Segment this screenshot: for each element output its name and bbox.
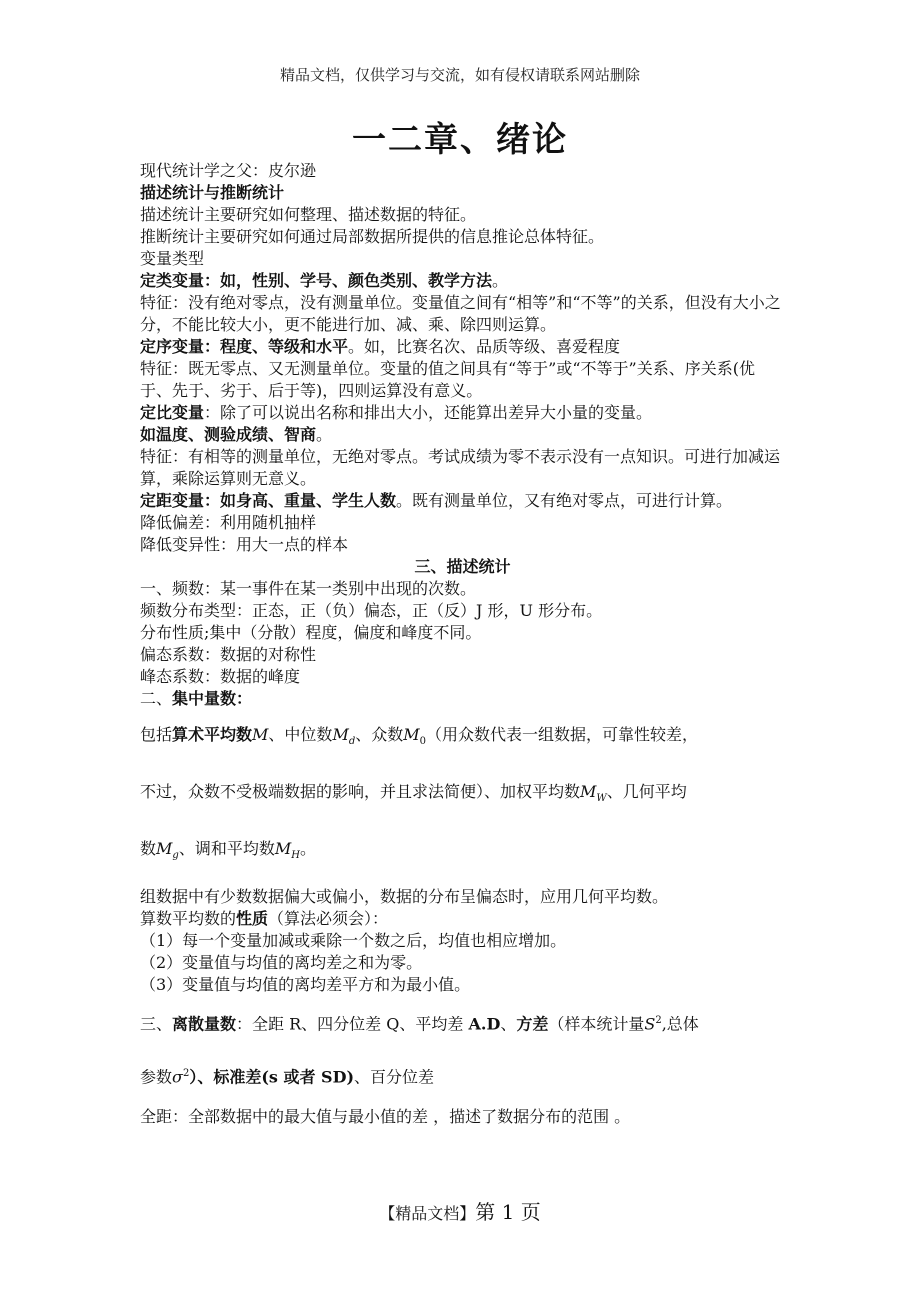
text-line: 频数分布类型：正态，正（负）偏态，正（反）J 形，U 形分布。	[140, 601, 603, 620]
text-fragment: 二、	[140, 689, 173, 708]
text-fragment: 、中位数	[268, 725, 333, 744]
text-fragment: （算法必须会）：	[268, 908, 389, 928]
math-symbol: M	[403, 725, 420, 744]
text-fragment: 。如，比赛名次、品质等级、喜爱程度	[348, 337, 621, 356]
text-paragraph: 特征：有相等的测量单位，无绝对零点。考试成绩为零不表示没有一点知识。可进行加减运算，乘除运算则无意义。	[140, 447, 781, 488]
formula-line	[140, 767, 785, 824]
math-symbol: M	[332, 725, 349, 744]
text-line: 全距：全部数据中的最大值与最小值的差 ，描述了数据分布的范围 。	[140, 1107, 631, 1127]
text-fragment: 、调和平均数	[178, 839, 275, 859]
text-line	[140, 270, 785, 292]
math-subscript: W	[596, 793, 607, 805]
bold-term: ）、标准差(s 或者 SD)	[189, 1067, 355, 1087]
bold-term: 算术平均数	[172, 725, 253, 744]
page-header: 精品文档，仅供学习与交流，如有侵权请联系网站删除	[279, 66, 640, 84]
text-fragment: 三、	[140, 1013, 173, 1033]
text-line	[140, 908, 785, 930]
text-line	[140, 402, 785, 424]
text-line: 峰态系数：数据的峰度	[140, 667, 301, 686]
formula-line	[140, 1049, 785, 1102]
text-fragment: 、众数	[355, 725, 404, 744]
bold-term: 离散量数	[172, 1013, 237, 1033]
text-fragment: 。	[316, 425, 333, 444]
text-line: 现代统计学之父：皮尔逊	[140, 161, 317, 180]
formula-line	[140, 824, 785, 881]
text-fragment: （样本统计量	[548, 1013, 645, 1033]
text-line	[140, 688, 785, 710]
text-fragment: 、	[500, 1013, 517, 1033]
math-symbol: M	[274, 839, 292, 859]
math-superscript: 2	[182, 1067, 190, 1079]
text-fragment: ,总体	[661, 1013, 699, 1033]
math-symbol: σ	[172, 1067, 183, 1087]
math-subscript: 0	[419, 736, 427, 748]
text-fragment: 。	[299, 839, 316, 859]
text-fragment: 数	[140, 839, 157, 859]
bold-term: 定距变量：如身高、重量、学生人数	[140, 491, 397, 510]
heading-line: 描述统计与推断统计	[140, 183, 285, 202]
text-line: 偏态系数：数据的对称性	[140, 645, 317, 664]
text-paragraph: 特征：没有绝对零点，没有测量单位。变量值之间有“相等”和“不等”的关系，但没有大小之分，不能比较大小，更不能进行加、减、乘、除四则运算。	[140, 293, 781, 334]
text-fragment: 包括	[140, 725, 173, 744]
text-fragment: 参数	[140, 1067, 173, 1087]
text-line: 降低变异性：用大一点的样本	[140, 535, 349, 554]
math-symbol: M	[580, 782, 597, 802]
math-symbol: M	[252, 725, 269, 744]
page-title: 一二章、绪论	[352, 120, 568, 160]
bold-term: 定序变量：程度、等级和水平	[140, 337, 349, 356]
text-fragment: 。	[492, 271, 509, 290]
text-line	[140, 424, 785, 446]
text-line: 分布性质;集中（分散）程度，偏度和峰度不同。	[140, 623, 482, 642]
text-fragment: 算数平均数的	[140, 908, 237, 928]
text-line: 描述统计主要研究如何整理、描述数据的特征。	[140, 205, 477, 224]
text-line: 变量类型	[140, 249, 205, 268]
text-fragment: ：除了可以说出名称和排出大小，还能算出差异大小量的变量。	[204, 403, 653, 422]
bold-term: 定比变量	[140, 403, 205, 422]
text-line: （3）变量值与均值的离均差平方和为最小值。	[140, 974, 471, 994]
text-fragment: 不过，众数不受极端数据的影响，并且求法简便）、加权平均数	[140, 782, 581, 802]
text-fragment: （用众数代表一组数据，可靠性较差，	[426, 725, 699, 744]
formula-line	[140, 996, 785, 1049]
text-line	[140, 336, 785, 358]
bold-term: A.D	[468, 1013, 501, 1033]
text-line: 一、频数：某一事件在某一类别中出现的次数。	[140, 579, 477, 598]
bold-term: 定类变量：如，性别、学号、颜色类别、教学方法	[140, 271, 493, 290]
text-fragment: 、百分位差	[354, 1067, 435, 1087]
math-subscript: d	[348, 736, 356, 748]
math-subscript: g	[172, 850, 179, 862]
bold-term: 如温度、测验成绩、智商	[140, 425, 317, 444]
text-line: 推断统计主要研究如何通过局部数据所提供的信息推论总体特征。	[140, 227, 605, 246]
text-fragment: 。既有测量单位，又有绝对零点，可进行计算。	[396, 491, 733, 510]
document-body	[140, 160, 785, 1128]
bold-term: 集中量数：	[172, 689, 253, 708]
text-fragment: ：全距 R、四分位差 Q、平均差	[236, 1013, 469, 1033]
math-symbol: S	[644, 1013, 656, 1033]
section-heading: 三、描述统计	[414, 557, 511, 576]
text-line: （1）每一个变量加减或乘除一个数之后，均值也相应增加。	[140, 930, 567, 950]
math-symbol: M	[156, 839, 173, 859]
text-line: 降低偏差：利用随机抽样	[140, 513, 317, 532]
bold-term: 方差	[516, 1013, 549, 1033]
bold-term: 性质	[236, 908, 269, 928]
text-paragraph	[140, 490, 785, 512]
text-line: 组数据中有少数数据偏大或偏小，数据的分布呈偏态时，应用几何平均数。	[140, 886, 669, 906]
text-line: （2）变量值与均值的离均差之和为零。	[140, 952, 423, 972]
text-fragment: 、几何平均	[606, 782, 687, 802]
page-footer	[0, 1196, 920, 1225]
formula-line	[140, 710, 785, 767]
page-number: 第 1 页	[475, 1200, 541, 1224]
text-paragraph: 特征：既无零点、又无测量单位。变量的值之间具有“等于”或“不等于”关系、序关系(优于、先于、劣于、后于等)，四则运算没有意义。	[140, 359, 755, 400]
math-superscript: 2	[655, 1014, 662, 1026]
math-subscript: H	[291, 850, 300, 862]
footer-bracket: 【精品文档】	[379, 1204, 476, 1223]
